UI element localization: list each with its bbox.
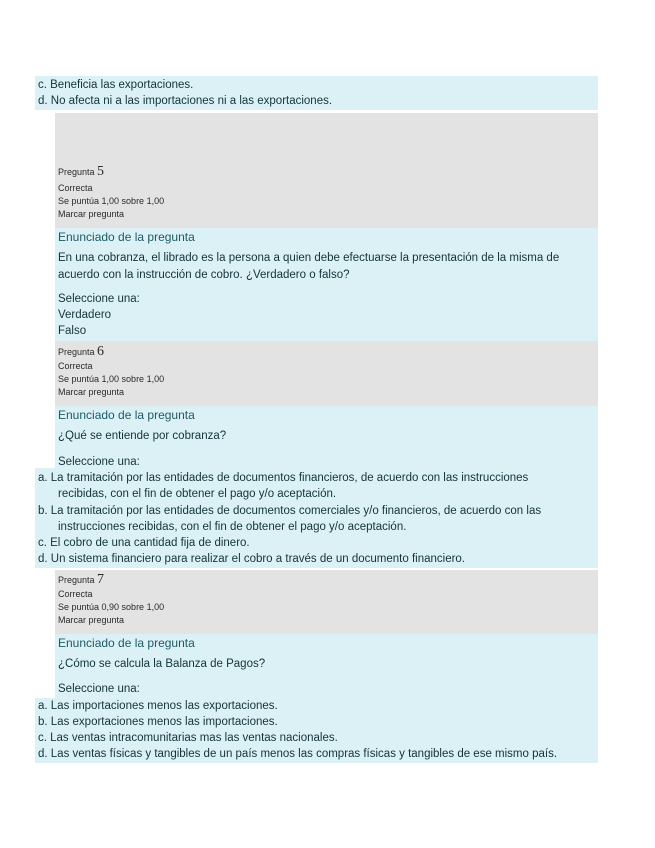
question-5-option-true[interactable]: Verdadero	[58, 309, 112, 321]
question-5-info	[55, 113, 598, 228]
question-5-heading: Enunciado de la pregunta	[58, 230, 195, 244]
question-5-flag-link[interactable]: Marcar pregunta	[58, 209, 125, 219]
question-5-option-false[interactable]: Falso	[58, 325, 87, 337]
question-6-option-b-cont: instrucciones recibidas, con el fin de obtener el pago y/o aceptación.	[58, 521, 407, 533]
question-5-status: Correcta	[58, 183, 93, 193]
question-5-title: Pregunta 5	[58, 164, 105, 179]
question-7-title: Pregunta 7	[58, 572, 105, 587]
question-6-heading: Enunciado de la pregunta	[58, 408, 195, 422]
question-6-select-label: Seleccione una:	[58, 456, 140, 468]
question-7-flag-link[interactable]: Marcar pregunta	[58, 615, 125, 625]
question-6-option-c[interactable]: c. El cobro de una cantidad fija de dinero.	[38, 537, 250, 549]
question-6-option-a-cont: recibidas, con el fin de obtener el pago y/o aceptación.	[58, 488, 337, 500]
question-6-option-a[interactable]: a. La tramitación por las entidades de documentos financieros, de acuerdo con las instrucciones	[38, 472, 529, 484]
question-5-text-line2: acuerdo con la instrucción de cobro. ¿Verdadero o falso?	[58, 269, 350, 281]
question-6-text: ¿Qué se entiende por cobranza?	[58, 430, 227, 442]
question-6-status: Correcta	[58, 361, 93, 371]
question-7-heading: Enunciado de la pregunta	[58, 636, 195, 650]
question-6-score: Se puntúa 1,00 sobre 1,00	[58, 374, 165, 384]
question-7-option-b[interactable]: b. Las exportaciones menos las importaciones.	[38, 716, 278, 728]
question-5-score: Se puntúa 1,00 sobre 1,00	[58, 196, 165, 206]
prev-option-c[interactable]: c. Beneficia las exportaciones.	[38, 79, 194, 91]
prev-option-d[interactable]: d. No afecta ni a las importaciones ni a las exportaciones.	[38, 95, 333, 107]
question-7-score: Se puntúa 0,90 sobre 1,00	[58, 602, 165, 612]
question-5-select-label: Seleccione una:	[58, 293, 140, 305]
question-6-title: Pregunta 6	[58, 344, 105, 359]
question-7-option-d[interactable]: d. Las ventas físicas y tangibles de un país menos las compras físicas y tangibles de ese mismo país.	[38, 748, 558, 760]
question-6-flag-link[interactable]: Marcar pregunta	[58, 387, 125, 397]
question-6-option-d[interactable]: d. Un sistema financiero para realizar el cobro a través de un documento financiero.	[38, 553, 466, 565]
question-7-option-c[interactable]: c. Las ventas intracomunitarias mas las ventas nacionales.	[38, 732, 338, 744]
question-7-text: ¿Cómo se calcula la Balanza de Pagos?	[58, 658, 266, 670]
question-6-option-b[interactable]: b. La tramitación por las entidades de documentos comerciales y/o financieros, de acuerdo con las	[38, 505, 542, 517]
question-7-select-label: Seleccione una:	[58, 683, 140, 695]
question-5-text-line1: En una cobranza, el librado es la persona a quien debe efectuarse la presentación de la misma de	[58, 252, 560, 264]
question-7-option-a[interactable]: a. Las importaciones menos las exportaciones.	[38, 700, 278, 712]
question-7-status: Correcta	[58, 589, 93, 599]
